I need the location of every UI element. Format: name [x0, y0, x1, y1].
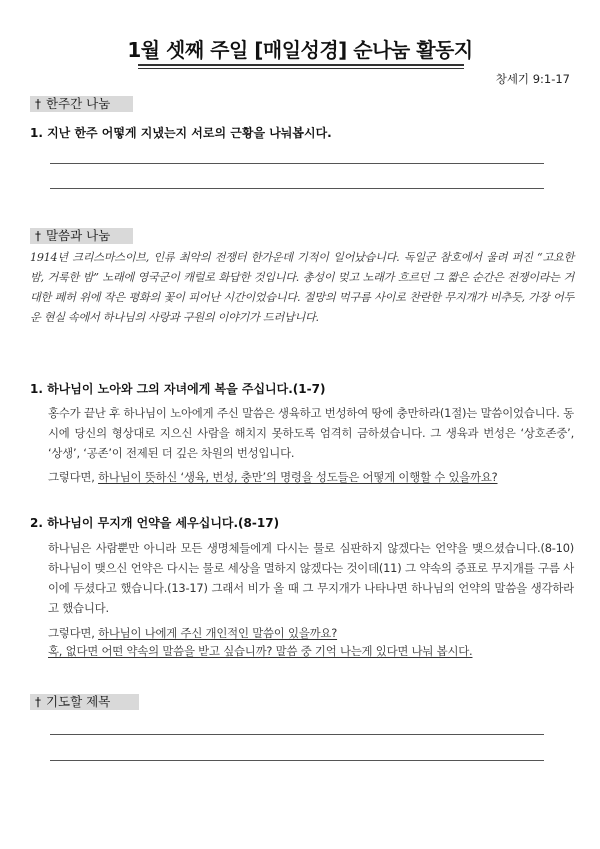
answer-line[interactable]	[50, 188, 544, 189]
question-2-body: 하나님은 사람뿐만 아니라 모든 생명체들에게 다시는 물로 심판하지 않겠다는 언약을 맺으셨습니다.(8-10) 하나님이 맺으신 언약은 다시는 물로 세상을 멸하지 않겠다는 것이데(11) 그 약속의 증표로 무지개를 구름 사이에 두셨다고 했습니다.(13-17) 그래서 비가 올 때 그 무지개가 나타나면 하나님의 언약의 말씀을 생각하라고 했습니다.	[48, 541, 574, 615]
question-2-prompt-b	[48, 641, 574, 661]
question-1-title: 1. 하나님이 노아와 그의 자녀에게 복을 주십니다.(1-7)	[30, 382, 326, 396]
section-label: 한주간 나눔	[45, 96, 111, 111]
title-underline	[138, 64, 464, 69]
prompt-prefix: 그렇다면,	[48, 626, 99, 640]
question-2-underlined-b: 혹, 없다면 어떤 약속의 말씀을 받고 싶습니까? 말씀 중 기억 나는게 있다면 나눠 봅시다.	[48, 644, 473, 658]
cross-icon: †	[35, 695, 41, 709]
question-2-title: 2. 하나님이 무지개 언약을 세우십니다.(8-17)	[30, 516, 280, 530]
section-header-word	[30, 228, 133, 244]
answer-line[interactable]	[50, 163, 544, 164]
scripture-reference: 창세기 9:1-17	[495, 72, 570, 86]
intro-paragraph: 1914년 크리스마스이브, 인류 최악의 전쟁터 한가운데 기적이 일어났습니다. 독일군 참호에서 울려 퍼진 “고요한 밤, 거룩한 밤” 노래에 영국군이 캐럴로 화답한 것입니다. 총성이 멎고 노래가 흐르던 그 짧은 순간은 전쟁이라는 거대한 폐허 위에 작은 평화의 꽃이 피어난 시간이었습니다. 절망의 먹구름 사이로 찬란한 무지개가 비추듯, 가장 어두운 현실 속에서 하나님의 사랑과 구원의 이야기가 드러납니다.	[30, 251, 574, 324]
answer-line[interactable]	[50, 760, 544, 761]
section-header-weekly	[30, 96, 133, 112]
section-header-prayer	[30, 694, 139, 710]
cross-icon: †	[35, 229, 41, 243]
question-weekly: 1. 지난 한주 어떻게 지냈는지 서로의 근황을 나눠봅시다.	[30, 126, 332, 140]
page-title: 1월 셋째 주일 [매일성경] 순나눔 활동지	[127, 38, 473, 62]
answer-line[interactable]	[50, 734, 544, 735]
cross-icon: †	[35, 97, 41, 111]
prompt-prefix: 그렇다면,	[48, 470, 99, 484]
question-2-prompt	[48, 623, 574, 643]
section-label: 말씀과 나눔	[45, 228, 111, 243]
section-label: 기도할 제목	[45, 694, 111, 709]
question-2-underlined-a: 하나님이 나에게 주신 개인적인 말씀이 있을까요?	[98, 626, 338, 640]
question-1-underlined: 하나님이 뜻하신 ‘생육, 번성, 충만’의 명령을 성도들은 어떻게 이행할 수 있을까요?	[98, 470, 498, 484]
question-1-prompt	[48, 467, 574, 487]
question-1-body: 홍수가 끝난 후 하나님이 노아에게 주신 말씀은 생육하고 번성하여 땅에 충만하라(1절)는 말씀이었습니다. 동시에 당신의 형상대로 지으신 사람을 해치지 못하도록 엄격히 금하셨습니다. 그 생육과 번성은 ‘상호존중’, ‘상생’, ‘공존’이 전제된 더 깊은 차원의 번성입니다.	[48, 406, 574, 460]
